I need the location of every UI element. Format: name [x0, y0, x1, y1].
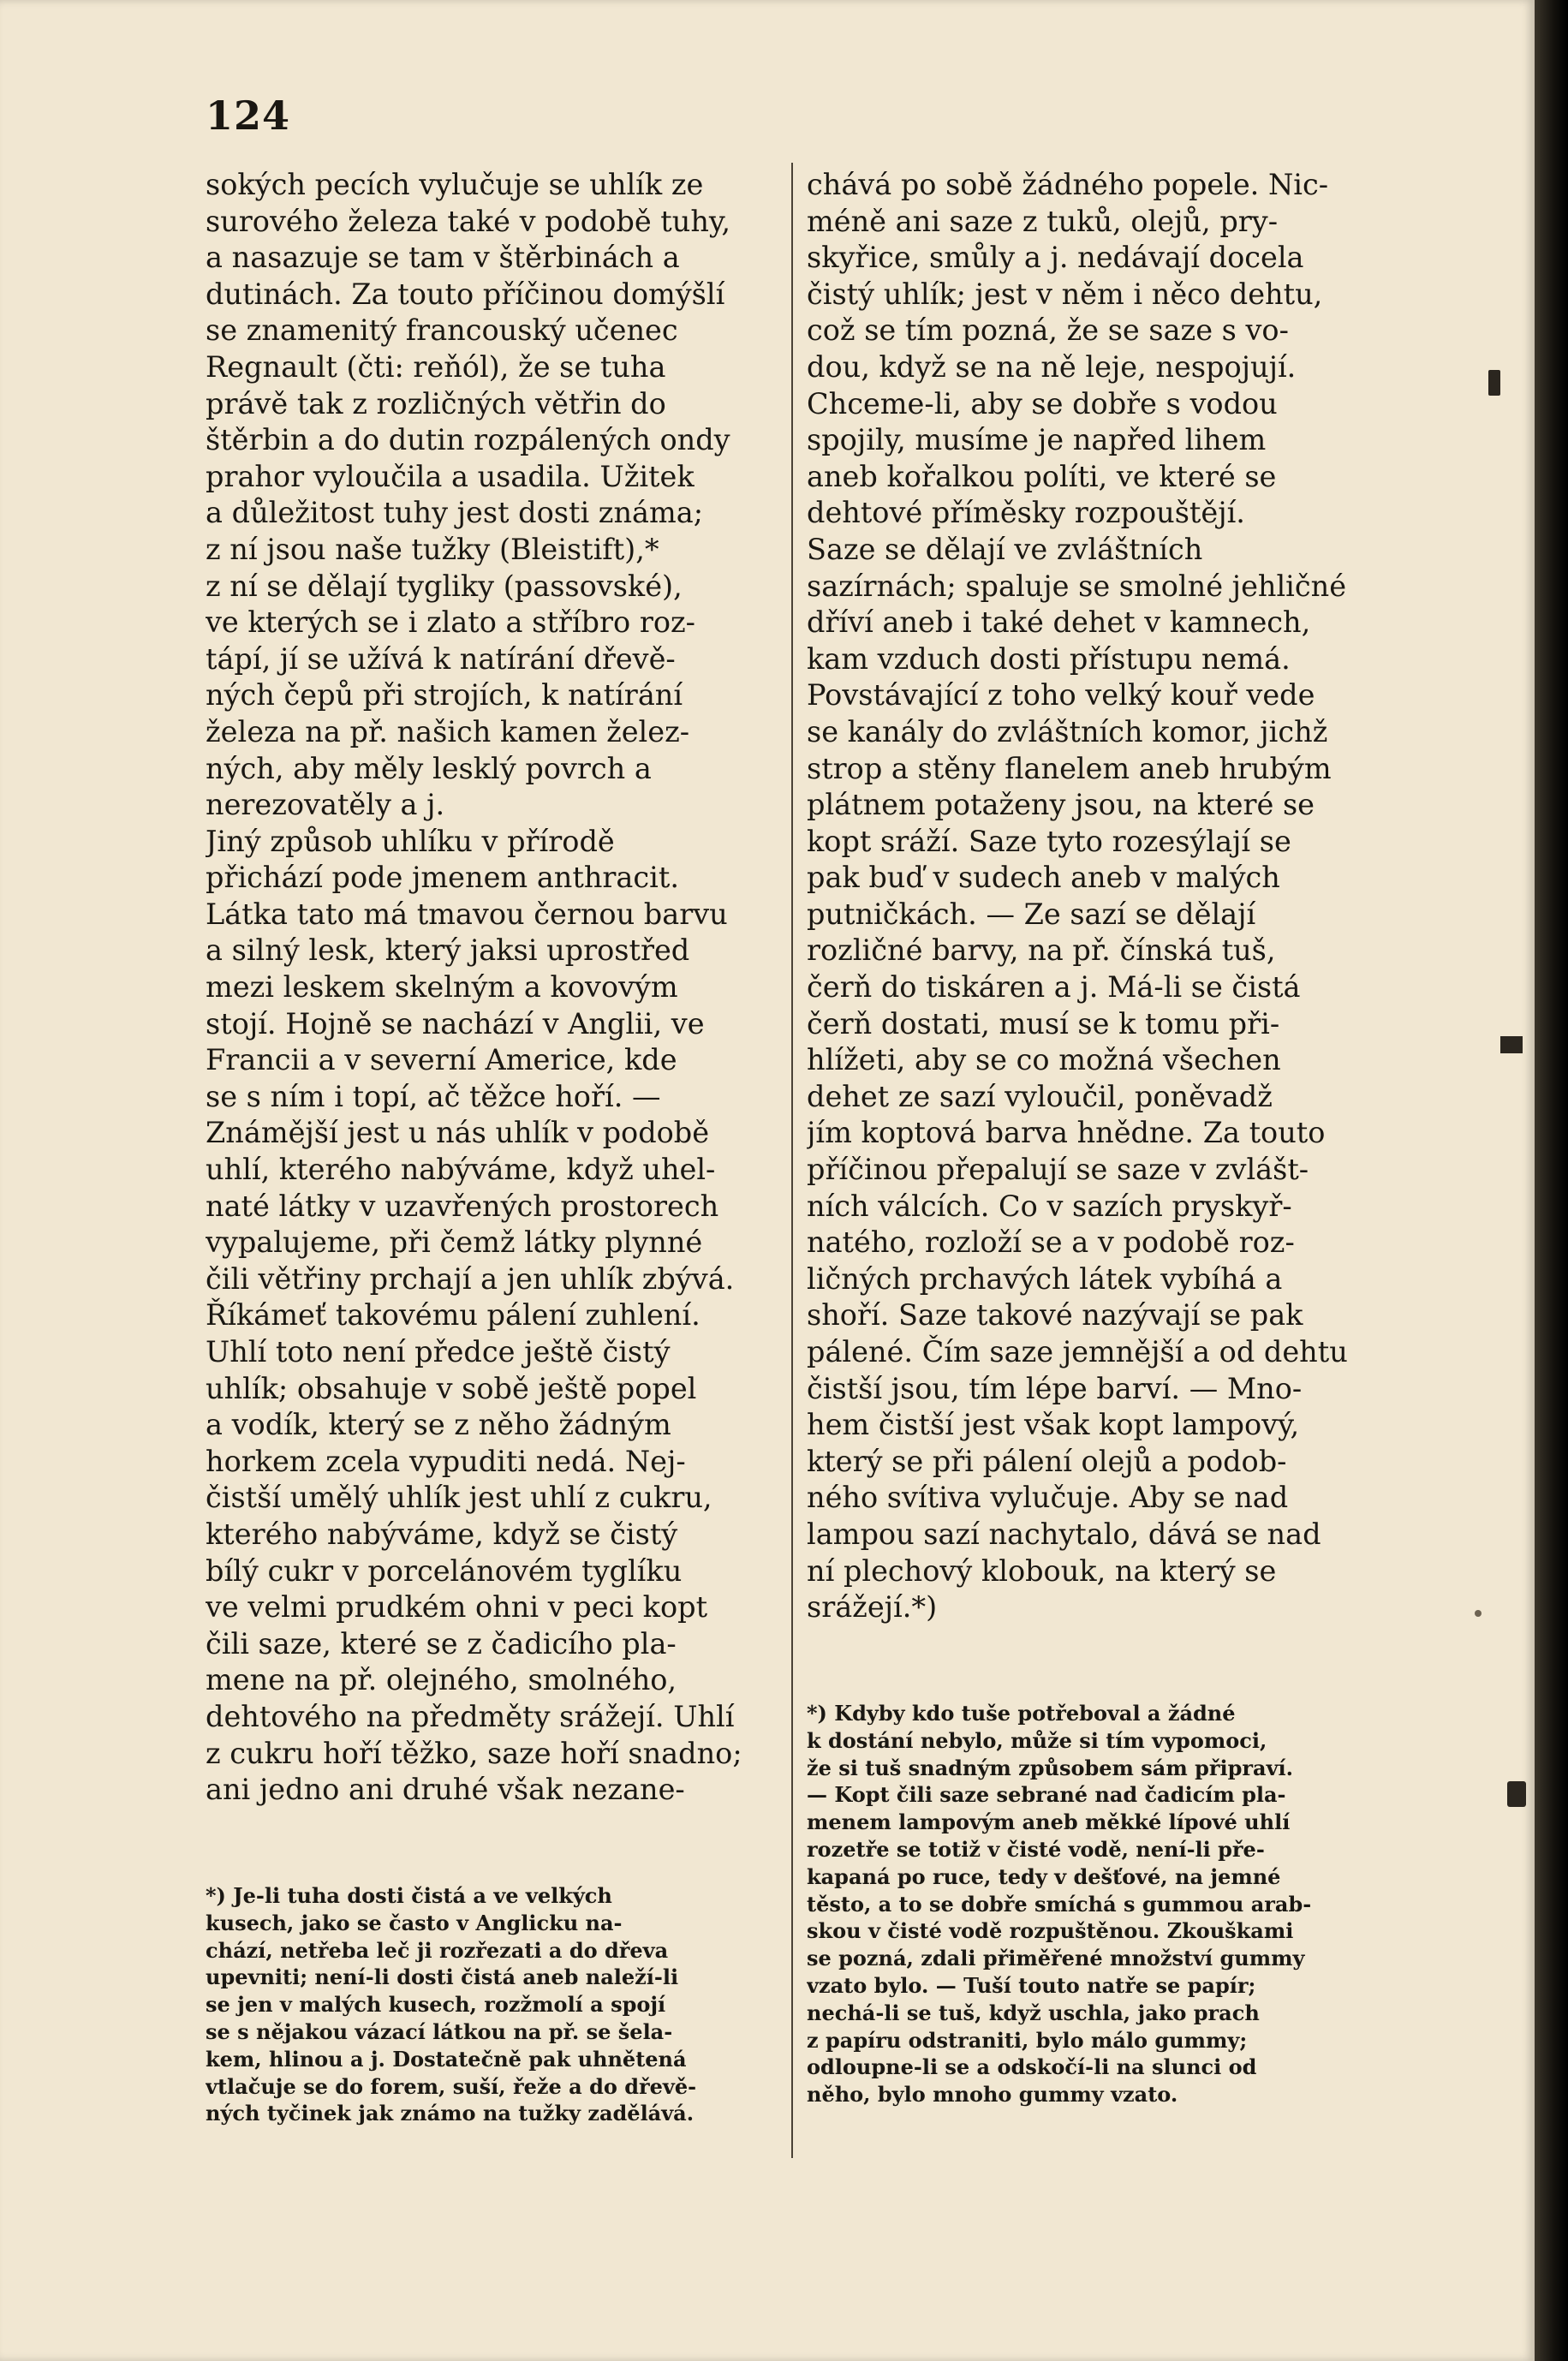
text-line: Regnault (čti: reňól), že se tuha — [206, 349, 666, 384]
margin-mark — [1500, 1036, 1523, 1053]
book-edge — [1535, 0, 1568, 2361]
footnote-line: těsto, a to se dobře smíchá s gummou arab- — [807, 1891, 1312, 1917]
text-line: hem čistší jest však kopt lampový, — [807, 1408, 1300, 1442]
footnote-line: odloupne-li se a odskočí-li na slunci od — [807, 2054, 1257, 2080]
text-line: sazírnách; spaluje se smolné jehličné — [807, 569, 1347, 603]
text-line: stojí. Hojně se nachází v Anglii, ve — [206, 1006, 705, 1040]
text-line: dou, když se na ně leje, nespojují. — [807, 349, 1297, 384]
text-line: Říkámeť takovému pálení zuhlení. — [206, 1298, 701, 1333]
text-line: ve velmi prudkém ohni v peci kopt — [206, 1590, 708, 1625]
text-line: železa na př. našich kamen želez- — [206, 714, 690, 748]
text-line: nerezovatěly a j. — [206, 788, 445, 822]
text-line: a důležitost tuhy jest dosti známa; — [206, 496, 704, 530]
text-line: putničkách. — Ze sazí se dělají — [807, 897, 1256, 931]
text-line: ní plechový klobouk, na který se — [807, 1553, 1277, 1588]
text-line: čili větřiny prchají a jen uhlík zbývá. — [206, 1261, 735, 1296]
text-line: právě tak z rozličných větřin do — [206, 386, 666, 420]
footnote-line: — Kopt čili saze sebrané nad čadicím pla- — [807, 1782, 1286, 1808]
text-line: který se při pálení olejů a podob- — [807, 1444, 1287, 1478]
text-line: příčinou přepalují se saze v zvlášt- — [807, 1153, 1309, 1187]
text-line: kterého nabýváme, když se čistý — [206, 1517, 678, 1551]
text-line: vypalujeme, při čemž látky plynné — [206, 1225, 703, 1260]
footnote-right — [807, 1700, 1389, 2108]
text-line: Látka tato má tmavou černou barvu — [206, 897, 728, 931]
text-line: čistší jsou, tím lépe barví. — Mno- — [807, 1371, 1303, 1405]
page-number: 124 — [206, 92, 291, 139]
text-line: hlížeti, aby se co možná všechen — [807, 1043, 1281, 1077]
text-line: Uhlí toto není předce ještě čistý — [206, 1335, 671, 1368]
text-line: čistší umělý uhlík jest uhlí z cukru, — [206, 1481, 712, 1515]
text-line: z cukru hoří těžko, saze hoří snadno; — [206, 1736, 742, 1770]
text-line: aneb kořalkou políti, ve které se — [807, 459, 1277, 493]
footnote-line: upevniti; není-li dosti čistá aneb naleží-li — [206, 1965, 679, 1990]
footnote-line: se pozná, zdali přiměřené množství gummy — [807, 1946, 1305, 1971]
text-line: ani jedno ani druhé však nezane- — [206, 1773, 685, 1807]
margin-mark — [1488, 370, 1500, 396]
text-line: pálené. Čím saze jemnější a od dehtu — [807, 1335, 1348, 1368]
text-line: jím koptová barva hnědne. Za touto — [807, 1116, 1326, 1150]
text-line: ve kterých se i zlato a stříbro roz- — [206, 605, 695, 640]
text-line: ných, aby měly lesklý povrch a — [206, 751, 652, 785]
footnote-line: se jen v malých kusech, rozžmolí a spojí — [206, 1992, 666, 2018]
footnote-line: rozetře se totiž v čisté vodě, není-li pře- — [807, 1836, 1265, 1862]
page-speck — [1475, 1610, 1482, 1617]
right-column — [807, 167, 1389, 1626]
left-column — [206, 167, 781, 1809]
text-line: štěrbin a do dutin rozpálených ondy — [206, 423, 730, 457]
text-line: dehtové příměsky rozpouštějí. — [807, 496, 1245, 530]
text-line: což se tím pozná, že se saze s vo- — [807, 313, 1289, 348]
text-line: spojily, musíme je napřed lihem — [807, 423, 1267, 457]
text-line: Chceme-li, aby se dobře s vodou — [807, 386, 1278, 420]
footnote-line: *) Je-li tuha dosti čistá a ve velkých — [206, 1883, 612, 1908]
text-line: čerň dostati, musí se k tomu při- — [807, 1006, 1280, 1040]
text-line: skyřice, smůly a j. nedávají docela — [807, 241, 1304, 275]
margin-mark — [1507, 1781, 1526, 1807]
footnote-line: z papíru odstraniti, bylo málo gummy; — [807, 2027, 1248, 2053]
text-line: kopt sráží. Saze tyto rozesýlají se — [807, 824, 1291, 858]
text-line: dehet ze sazí vyloučil, poněvadž — [807, 1079, 1273, 1113]
footnote-line: vtlačuje se do forem, suší, řeže a do dřevě- — [206, 2073, 697, 2099]
text-line: a nasazuje se tam v štěrbinách a — [206, 241, 680, 275]
text-line: prahor vyloučila a usadila. Užitek — [206, 459, 695, 493]
text-line: se kanály do zvláštních komor, jichž — [807, 714, 1328, 748]
text-line: srážejí.*) — [807, 1590, 938, 1625]
text-line: uhlí, kterého nabýváme, když uhel- — [206, 1153, 716, 1187]
text-line: mene na př. olejného, smolného, — [206, 1663, 677, 1697]
text-line: dutinách. Za touto příčinou domýšlí — [206, 277, 725, 311]
footnote-line: ných tyčinek jak známo na tužky zadělává. — [206, 2101, 695, 2126]
footnote-left — [206, 1882, 781, 2127]
footnote-line: že si tuš snadným způsobem sám připraví. — [807, 1755, 1294, 1780]
text-line: Francii a v severní Americe, kde — [206, 1043, 677, 1077]
text-line: ných čepů při strojích, k natírání — [206, 678, 683, 712]
text-line: Povstávající z toho velký kouř vede — [807, 678, 1315, 712]
footnote-line: nechá-li se tuš, když uschla, jako prach — [807, 2000, 1260, 2025]
footnote-line: se s nějakou vázací látkou na př. se šela- — [206, 2018, 673, 2044]
text-line: ních válcích. Co v sazích pryskyř- — [807, 1189, 1292, 1223]
text-line: ličných prchavých látek vybíhá a — [807, 1261, 1283, 1296]
footnote-line: vzato bylo. — Tuší touto natře se papír; — [807, 1972, 1256, 1998]
text-line: Známější jest u nás uhlík v podobě — [206, 1116, 710, 1150]
text-line: se znamenitý francouský učenec — [206, 313, 678, 348]
footnote-line: skou v čisté vodě rozpuštěnou. Zkouškami — [807, 1918, 1294, 1944]
text-line: lampou sazí nachytalo, dává se nad — [807, 1517, 1321, 1551]
text-line: dehtového na předměty srážejí. Uhlí — [206, 1699, 735, 1733]
text-line: rozličné barvy, na př. čínská tuš, — [807, 933, 1276, 968]
text-line: shoří. Saze takové nazývají se pak — [807, 1298, 1303, 1333]
text-line: z ní se dělají tygliky (passovské), — [206, 569, 683, 603]
text-line: kam vzduch dosti přístupu nemá. — [807, 641, 1291, 676]
footnote-line: kem, hlinou a j. Dostatečně pak uhnětená — [206, 2046, 687, 2072]
text-line: a vodík, který se z něho žádným — [206, 1408, 671, 1442]
column-divider — [791, 163, 793, 2158]
text-line: dříví aneb i také dehet v kamnech, — [807, 605, 1311, 640]
text-line: se s ním i topí, ač těžce hoří. — — [206, 1079, 661, 1113]
text-line: naté látky v uzavřených prostorech — [206, 1189, 719, 1223]
text-line: méně ani saze z tuků, olejů, pry- — [807, 204, 1279, 238]
text-line: chává po sobě žádného popele. Nic- — [807, 168, 1329, 201]
footnote-line: něho, bylo mnoho gummy vzato. — [807, 2082, 1178, 2108]
text-line: ného svítiva vylučuje. Aby se nad — [807, 1481, 1289, 1515]
text-line: strop a stěny flanelem aneb hrubým — [807, 751, 1332, 785]
text-line: tápí, jí se užívá k natírání dřevě- — [206, 641, 676, 676]
text-line: uhlík; obsahuje v sobě ještě popel — [206, 1371, 697, 1405]
footnote-line: kapaná po ruce, tedy v dešťové, na jemné — [807, 1863, 1281, 1889]
text-line: Jiný způsob uhlíku v přírodě — [206, 824, 615, 858]
footnote-line: *) Kdyby kdo tuše potřeboval a žádné — [807, 1701, 1236, 1726]
text-line: čili saze, které se z čadicího pla- — [206, 1626, 677, 1660]
text-line: pak buď v sudech aneb v malých — [807, 861, 1280, 895]
text-line: a silný lesk, který jaksi uprostřed — [206, 933, 690, 968]
text-line: plátnem potaženy jsou, na které se — [807, 788, 1315, 822]
text-line: Saze se dělají ve zvláštních — [807, 532, 1203, 566]
footnote-line: chází, netřeba leč ji rozřezati a do dřeva — [206, 1937, 669, 1963]
footnote-line: menem lampovým aneb měkké lípové uhlí — [807, 1810, 1291, 1835]
text-line: bílý cukr v porcelánovém tyglíku — [206, 1553, 683, 1588]
text-line: sokých pecích vylučuje se uhlík ze — [206, 168, 704, 201]
text-line: natého, rozloží se a v podobě roz- — [807, 1225, 1295, 1260]
text-line: horkem zcela vypuditi nedá. Nej- — [206, 1444, 686, 1478]
text-line: surového železa také v podobě tuhy, — [206, 204, 731, 238]
text-line: přichází pode jmenem anthracit. — [206, 861, 679, 895]
text-line: z ní jsou naše tužky (Bleistift),* — [206, 532, 659, 566]
footnote-line: kusech, jako se často v Anglicku na- — [206, 1910, 623, 1935]
footnote-line: k dostání nebylo, může si tím vypomoci, — [807, 1727, 1267, 1753]
text-line: mezi leskem skelným a kovovým — [206, 970, 678, 1005]
text-line: čerň do tiskáren a j. Má-li se čistá — [807, 970, 1301, 1005]
text-line: čistý uhlík; jest v něm i něco dehtu, — [807, 277, 1323, 311]
